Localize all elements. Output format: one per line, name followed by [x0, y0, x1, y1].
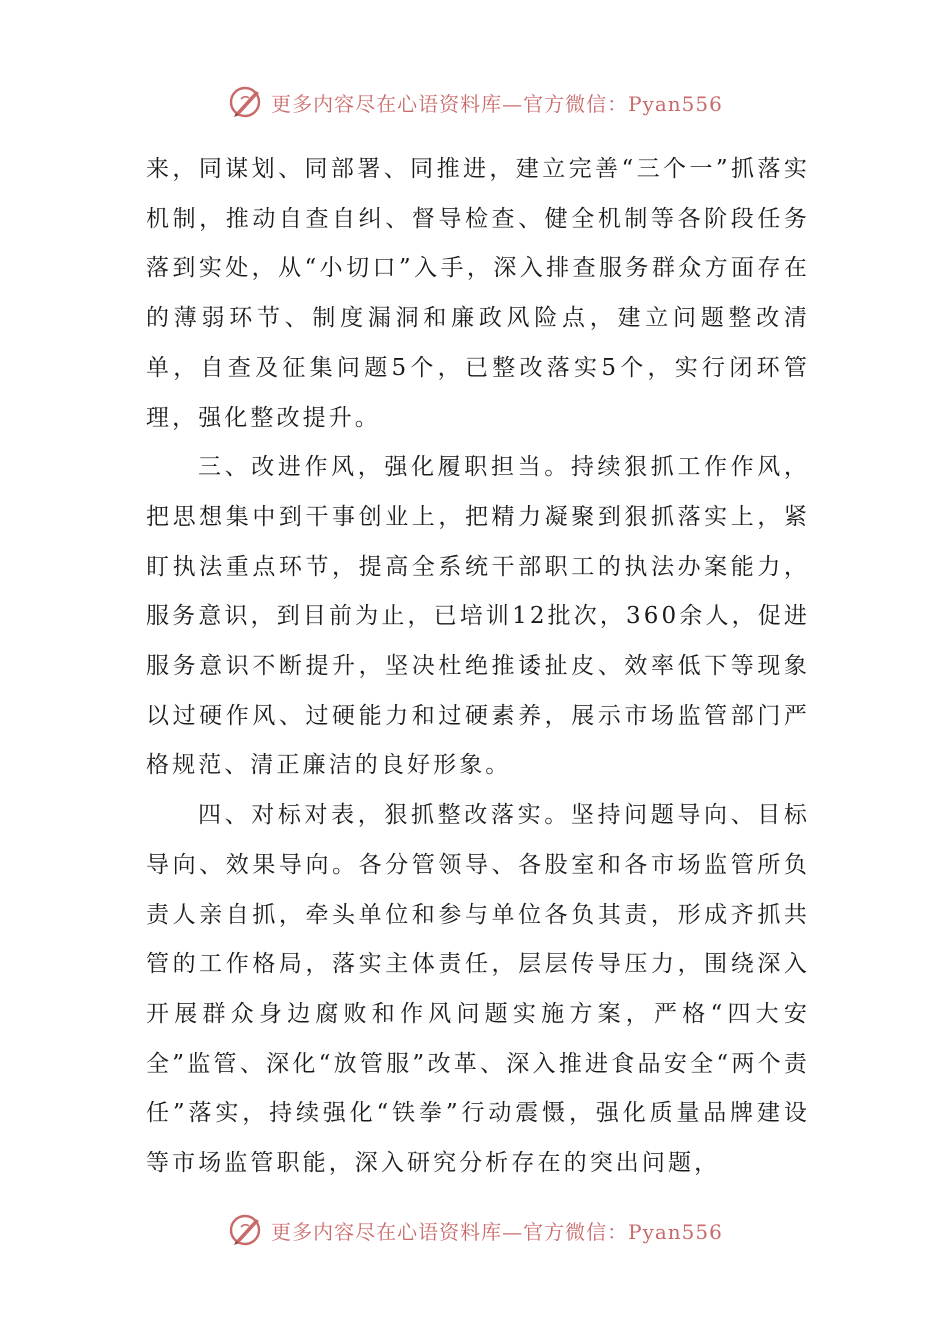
footer-banner-text: 更多内容尽在心语资料库—官方微信：Pyan556	[271, 1219, 723, 1244]
document-body	[146, 145, 810, 1189]
paragraph-section-three: 三、改进作风，强化履职担当。持续狠抓工作作风，把思想集中到干事创业上，把精力凝聚到狠抓落实上，紧盯执法重点环节，提高全系统干部职工的执法办案能力，服务意识，到目前为止，已培训12批次，360余人，促进服务意识不断提升，坚决杜绝推诿扯皮、效率低下等现象以过硬作风、过硬能力和过硬素养，展示市场监管部门严格规范、清正廉洁的良好形象。	[146, 454, 810, 779]
paragraph-continued: 来，同谋划、同部署、同推进，建立完善“三个一”抓落实机制，推动自查自纠、督导检查、健全机制等各阶段任务落到实处，从“小切口”入手，深入排查服务群众方面存在的薄弱环节、制度漏洞和廉政风险点，建立问题整改清单，自查及征集问题5个，已整改落实5个，实行闭环管理，强化整改提升。	[146, 156, 810, 431]
footer-banner	[0, 1210, 950, 1250]
pen-circle-logo-icon	[227, 1211, 265, 1249]
paragraph-section-four: 四、对标对表，狠抓整改落实。坚持问题导向、目标导向、效果导向。各分管领导、各股室和各市场监管所负责人亲自抓，牵头单位和参与单位各负其责，形成齐抓共管的工作格局，落实主体责任，层层传导压力，围绕深入开展群众身边腐败和作风问题实施方案，严格“四大安全”监管、深化“放管服”改革、深入推进食品安全“两个责任”落实，持续强化“铁拳”行动震慑，强化质量品牌建设等市场监管职能，深入研究分析存在的突出问题，	[146, 802, 810, 1177]
header-banner-text: 更多内容尽在心语资料库—官方微信：Pyan556	[271, 91, 723, 116]
header-banner	[0, 82, 950, 122]
pen-circle-logo-icon	[227, 83, 265, 121]
